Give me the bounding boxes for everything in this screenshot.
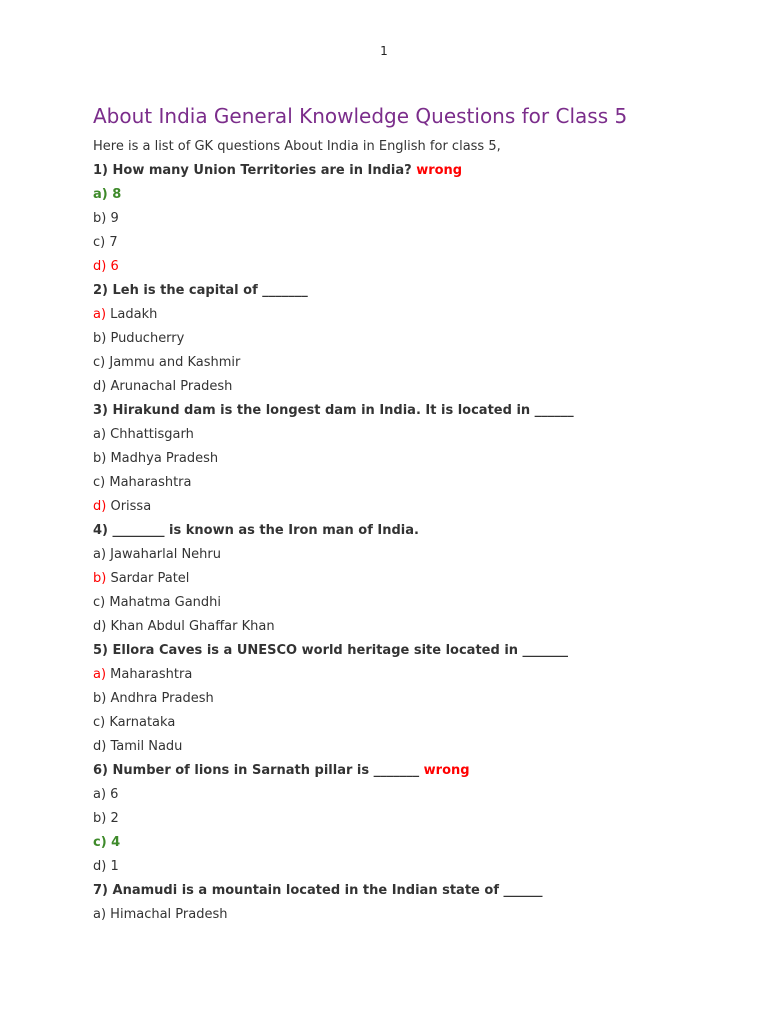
option-line bbox=[93, 595, 733, 611]
option-line bbox=[93, 379, 733, 395]
option-text: Ladakh bbox=[106, 307, 158, 322]
option-text: Himachal Pradesh bbox=[106, 907, 228, 922]
question-list bbox=[93, 163, 733, 923]
option-text: Maharashtra bbox=[106, 667, 193, 682]
intro-text: Here is a list of GK questions About India in English for class 5, bbox=[93, 139, 501, 154]
option-line bbox=[93, 811, 733, 827]
option-text: Jawaharlal Nehru bbox=[106, 547, 221, 562]
option-line bbox=[93, 259, 733, 275]
option-line bbox=[93, 211, 733, 227]
option-prefix: d) 6 bbox=[93, 259, 119, 274]
option-prefix: a) bbox=[93, 427, 107, 442]
option-line bbox=[93, 619, 733, 635]
document-body bbox=[93, 103, 733, 931]
question-line bbox=[93, 883, 733, 899]
question-line bbox=[93, 643, 733, 659]
question-line bbox=[93, 283, 733, 299]
option-text: Mahatma Gandhi bbox=[105, 595, 221, 610]
question-text: 6) Number of lions in Sarnath pillar is _______ bbox=[93, 763, 424, 778]
option-prefix: d) bbox=[93, 739, 107, 754]
option-line bbox=[93, 451, 733, 467]
question-line bbox=[93, 763, 733, 779]
option-line bbox=[93, 667, 733, 683]
option-line bbox=[93, 331, 733, 347]
option-line bbox=[93, 187, 733, 203]
option-prefix: b) 9 bbox=[93, 211, 119, 226]
option-text: Arunachal Pradesh bbox=[106, 379, 233, 394]
option-prefix: c) bbox=[93, 475, 106, 490]
option-line bbox=[93, 691, 733, 707]
option-line bbox=[93, 475, 733, 491]
option-prefix: d) bbox=[93, 619, 107, 634]
question-line bbox=[93, 523, 733, 539]
option-text: Sardar Patel bbox=[106, 571, 190, 586]
option-line bbox=[93, 355, 733, 371]
option-prefix: a) bbox=[93, 547, 107, 562]
page-number: 1 bbox=[380, 44, 388, 58]
option-text: Chhattisgarh bbox=[106, 427, 194, 442]
option-prefix: a) bbox=[93, 307, 107, 322]
option-text: Puducherry bbox=[106, 331, 185, 346]
option-prefix: a) bbox=[93, 907, 107, 922]
option-line bbox=[93, 835, 733, 851]
option-text: Orissa bbox=[106, 499, 152, 514]
wrong-tag: wrong bbox=[416, 163, 463, 178]
option-line bbox=[93, 307, 733, 323]
option-line bbox=[93, 235, 733, 251]
question-text: 3) Hirakund dam is the longest dam in India. It is located in ______ bbox=[93, 403, 574, 418]
question-text: 7) Anamudi is a mountain located in the Indian state of ______ bbox=[93, 883, 543, 898]
option-line bbox=[93, 571, 733, 587]
option-text: Khan Abdul Ghaffar Khan bbox=[106, 619, 275, 634]
option-prefix: c) bbox=[93, 715, 106, 730]
option-prefix: d) bbox=[93, 499, 107, 514]
question-text: 4) ________ is known as the Iron man of India. bbox=[93, 523, 419, 538]
option-prefix: b) 2 bbox=[93, 811, 119, 826]
option-prefix: b) bbox=[93, 571, 107, 586]
option-text: Karnataka bbox=[105, 715, 176, 730]
option-prefix: b) bbox=[93, 691, 107, 706]
option-prefix: c) bbox=[93, 595, 106, 610]
option-prefix: d) bbox=[93, 379, 107, 394]
question-text: 2) Leh is the capital of _______ bbox=[93, 283, 308, 298]
option-line bbox=[93, 499, 733, 515]
option-prefix: c) bbox=[93, 355, 106, 370]
option-prefix: a) 6 bbox=[93, 787, 119, 802]
option-line bbox=[93, 715, 733, 731]
option-prefix: b) bbox=[93, 331, 107, 346]
option-text: Tamil Nadu bbox=[106, 739, 183, 754]
option-prefix: c) 7 bbox=[93, 235, 118, 250]
option-line bbox=[93, 547, 733, 563]
option-prefix: a) 8 bbox=[93, 187, 122, 202]
option-text: Madhya Pradesh bbox=[106, 451, 219, 466]
option-line bbox=[93, 427, 733, 443]
option-line bbox=[93, 859, 733, 875]
wrong-tag: wrong bbox=[423, 763, 470, 778]
option-line bbox=[93, 787, 733, 803]
option-line bbox=[93, 907, 733, 923]
question-text: 1) How many Union Territories are in India? bbox=[93, 163, 417, 178]
question-line bbox=[93, 163, 733, 179]
option-prefix: a) bbox=[93, 667, 107, 682]
option-text: Maharashtra bbox=[105, 475, 192, 490]
option-text: Andhra Pradesh bbox=[106, 691, 214, 706]
question-text: 5) Ellora Caves is a UNESCO world heritage site located in _______ bbox=[93, 643, 569, 658]
page-title: About India General Knowledge Questions for Class 5 bbox=[93, 104, 628, 128]
option-prefix: c) 4 bbox=[93, 835, 121, 850]
question-line bbox=[93, 403, 733, 419]
option-prefix: b) bbox=[93, 451, 107, 466]
option-prefix: d) 1 bbox=[93, 859, 119, 874]
option-line bbox=[93, 739, 733, 755]
option-text: Jammu and Kashmir bbox=[105, 355, 241, 370]
